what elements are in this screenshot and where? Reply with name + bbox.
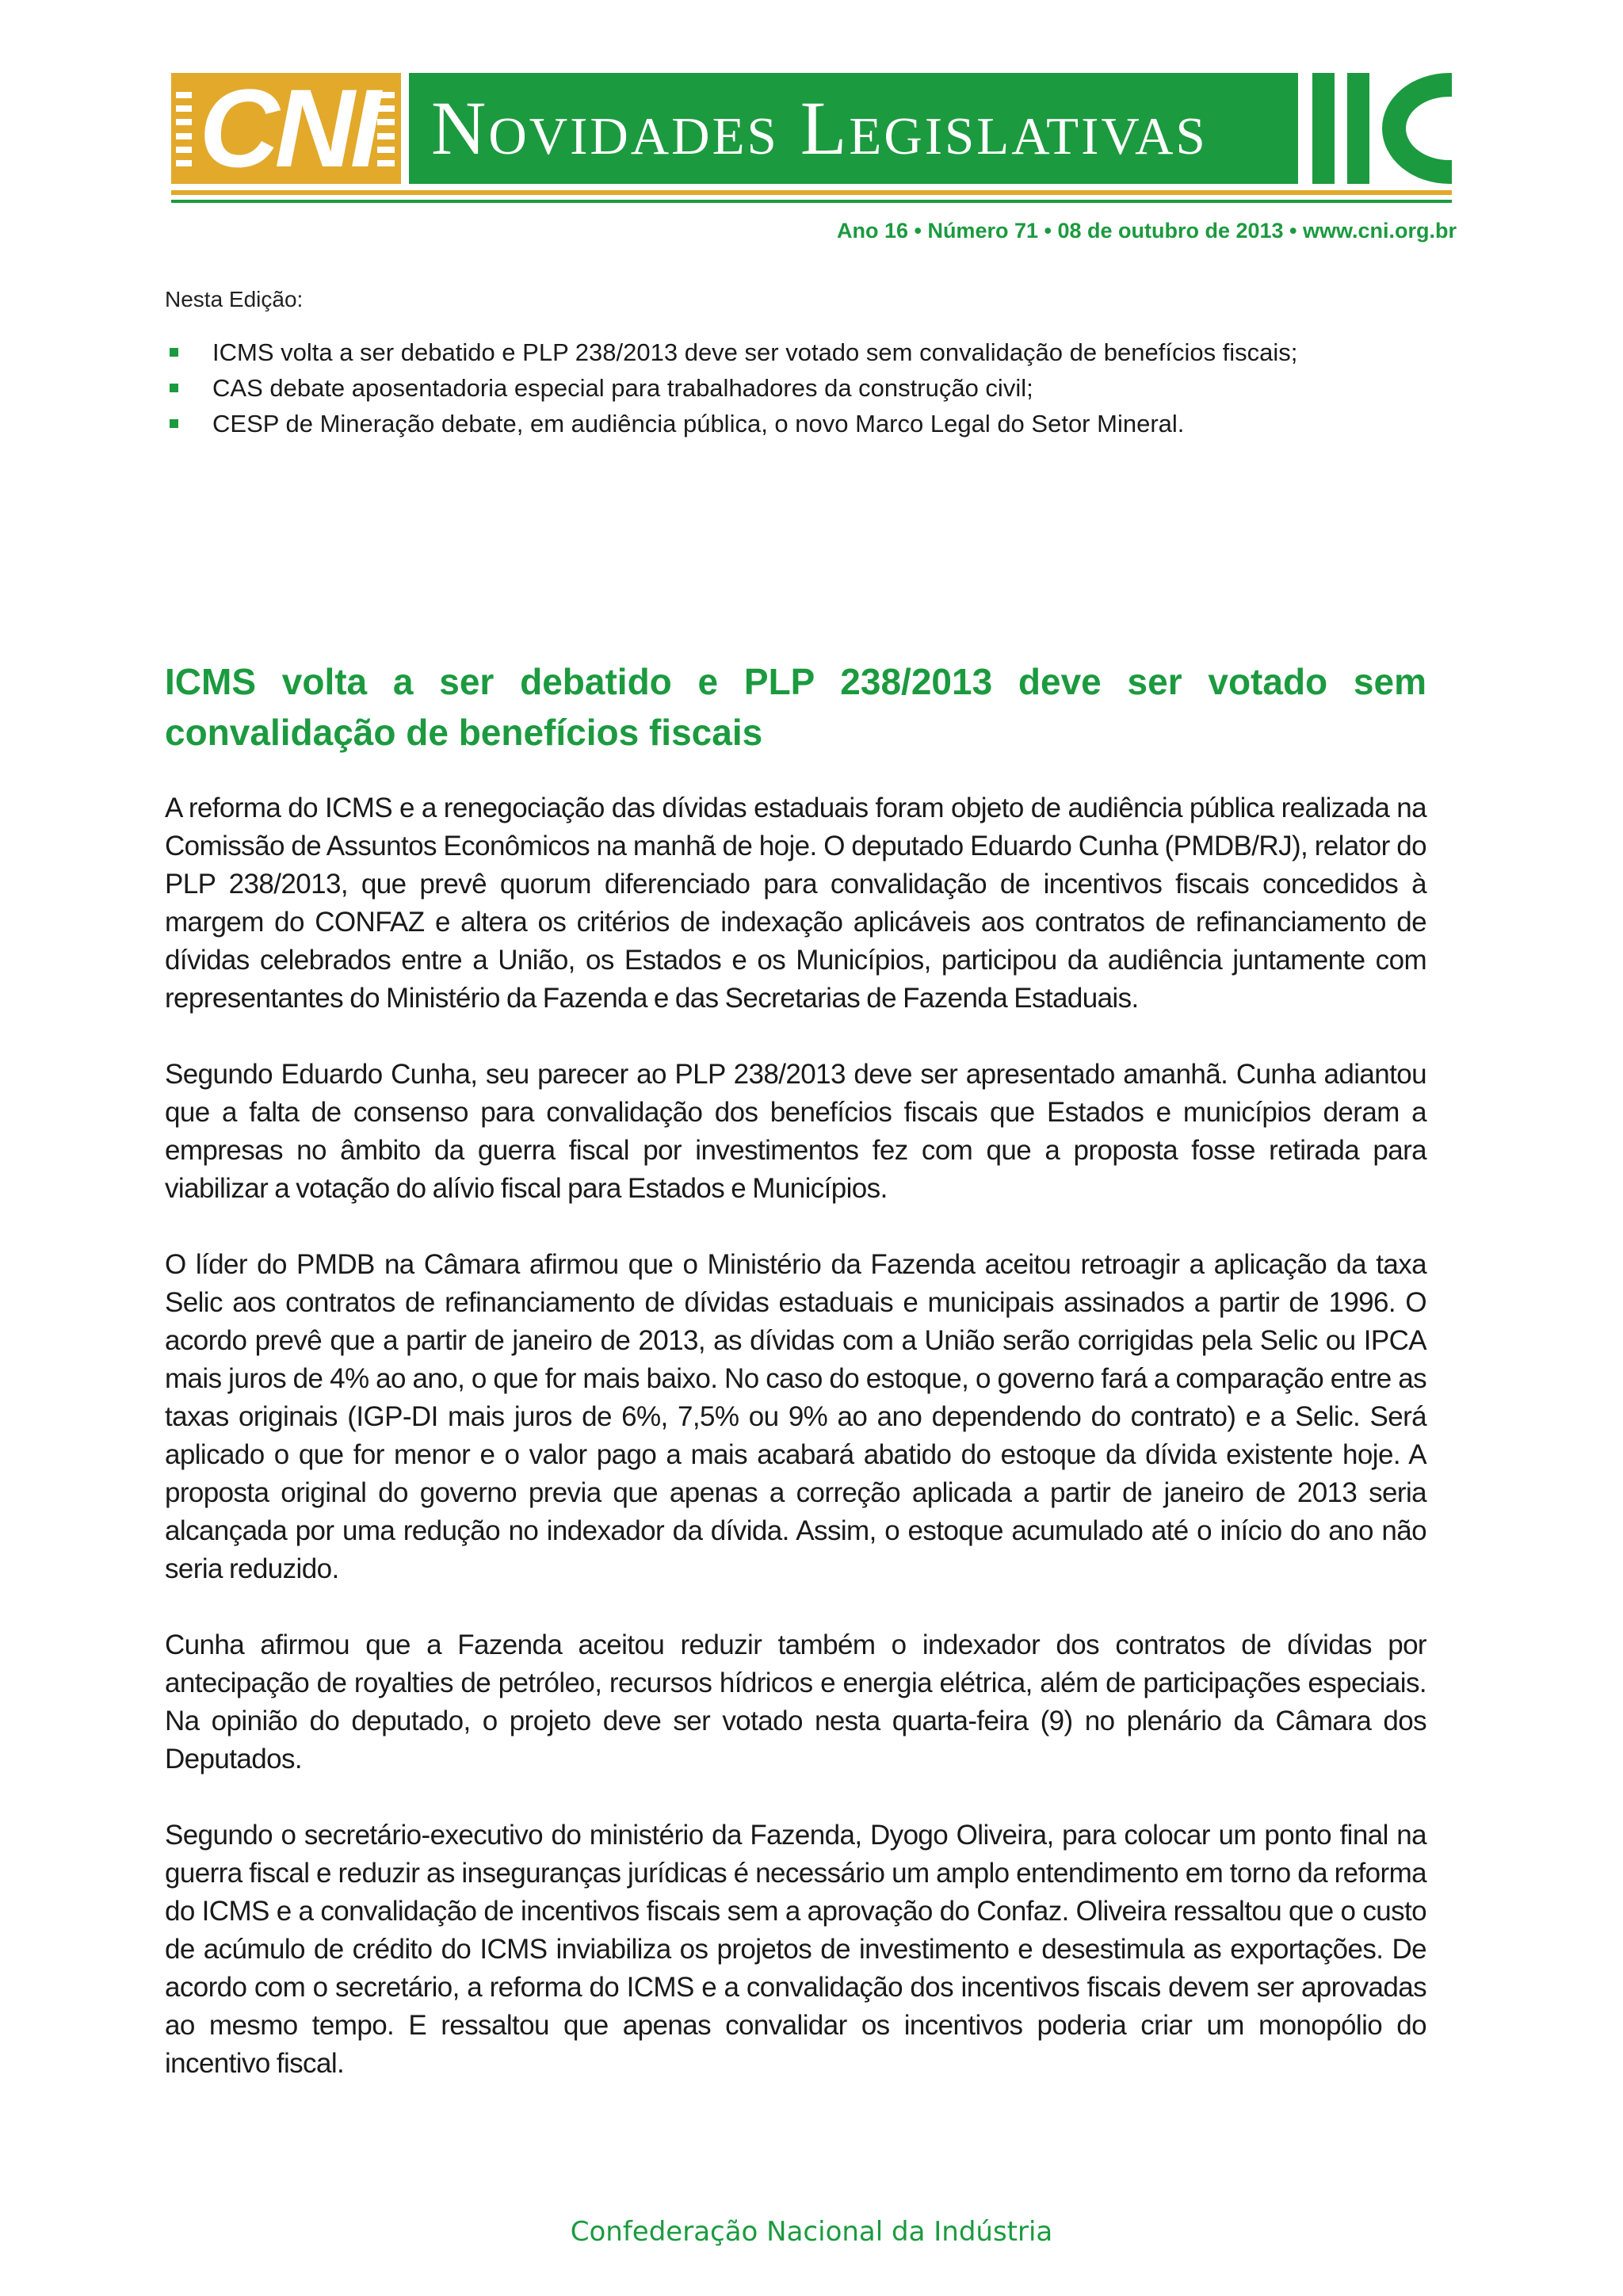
article-headline: ICMS volta a ser debatido e PLP 238/2013 deve ser votado sem convalidação de benefícios fiscais — [165, 661, 1426, 753]
decorative-arc — [1382, 73, 1452, 184]
bullet-square-icon — [170, 348, 178, 357]
decorative-bar — [1312, 73, 1335, 184]
toc-item — [165, 334, 1426, 370]
toc-label: Nesta Edição: — [165, 287, 304, 311]
footer-organization: Confederação Nacional da Indústria — [570, 2216, 1053, 2248]
publication-title: Novidades Legislativas — [431, 86, 1208, 170]
masthead-title-banner — [409, 73, 1298, 184]
article-paragraph: O líder do PMDB na Câmara afirmou que o Ministério da Fazenda aceitou retroagir a aplicação da taxa Selic aos contratos de refinanciamento de dívidas estaduais e municipais assinados a partir de 1996. O acordo prevê que a partir de janeiro de 2013, as dívidas com a União serão corrigidas pela Selic ou IPCA mais juros de 4% ao ano, o que for mais baixo. No caso do estoque, o governo fará a comparação entre as taxas originais (IGP-DI mais juros de 6%, 7,5% ou 9% ao ano dependendo do contrato) e a Selic. Será aplicado o que for menor e o valor pago a mais acabará abatido do estoque da dívida existente hoje. A proposta original do governo previa que apenas a correção aplicada a partir de janeiro de 2013 seria alcançada por uma redução no indexador da dívida. Assim, o estoque acumulado até o início do ano não seria reduzido. — [165, 1249, 1426, 1584]
article-paragraph: A reforma do ICMS e a renegociação das dívidas estaduais foram objeto de audiência pública realizada na Comissão de Assuntos Econômicos na manhã de hoje. O deputado Eduardo Cunha (PMDB/RJ), relator do PLP 238/2013, que prevê quorum diferenciado para convalidação de incentivos fiscais concedidos à margem do CONFAZ e altera os critérios de indexação aplicáveis aos contratos de refinanciamento de dívidas celebrados entre a União, os Estados e os Municípios, participou da audiência juntamente com representantes do Ministério da Fazenda e das Secretarias de Fazenda Estaduais. — [165, 793, 1426, 1014]
toc-item — [165, 370, 1426, 406]
toc-list — [165, 334, 1426, 441]
article-paragraph: Segundo o secretário-executivo do ministério da Fazenda, Dyogo Oliveira, para colocar um ponto final na guerra fiscal e reduzir as inseguranças jurídicas é necessário um amplo entendimento em torno da reforma do ICMS e a convalidação de incentivos fiscais sem a aprovação do Confaz. Oliveira ressaltou que o custo de acúmulo de crédito do ICMS inviabiliza os projetos de investimento e desestimula as exportações. De acordo com o secretário, a reforma do ICMS e a convalidação dos incentivos fiscais devem ser aprovadas ao mesmo tempo. E ressaltou que apenas convalidar os incentivos poderia criar um monopólio do incentivo fiscal. — [165, 1820, 1426, 2079]
bullet-square-icon — [170, 419, 178, 428]
toc-item-text: CAS debate aposentadoria especial para trabalhadores da construção civil; — [212, 374, 1033, 403]
article-paragraph: Segundo Eduardo Cunha, seu parecer ao PLP 238/2013 deve ser apresentado amanhã. Cunha adiantou que a falta de consenso para convalidação dos benefícios fiscais que Estados e municípios deram a empresas no âmbito da guerra fiscal por investimentos fez com que a proposta fosse retirada para viabilizar a votação do alívio fiscal para Estados e Municípios. — [165, 1059, 1426, 1204]
toc-item-text: ICMS volta a ser debatido e PLP 238/2013 deve ser votado sem convalidação de benefícios fiscais; — [212, 338, 1298, 367]
toc-item-text: CESP de Mineração debate, em audiência pública, o novo Marco Legal do Setor Mineral. — [212, 410, 1185, 438]
article-paragraph: Cunha afirmou que a Fazenda aceitou reduzir também o indexador dos contratos de dívidas por antecipação de royalties de petróleo, recursos hídricos e energia elétrica, além de participações especiais. Na opinião do deputado, o projeto deve ser votado nesta quarta-feira (9) no plenário da Câmara dos Deputados. — [165, 1629, 1426, 1775]
logo-stripes-left — [176, 92, 192, 166]
divider-gold — [171, 190, 1452, 195]
masthead — [171, 68, 1452, 219]
issue-info: Ano 16 • Número 71 • 08 de outubro de 2013 • www.cni.org.br — [836, 219, 1457, 243]
toc-item — [165, 406, 1426, 441]
logo-text: CNI — [199, 73, 376, 184]
edition-summary — [165, 285, 1426, 441]
divider-green — [171, 200, 1452, 203]
logo-stripes-right — [377, 92, 395, 166]
bullet-square-icon — [170, 384, 178, 392]
cni-logo — [171, 73, 401, 184]
article-body — [165, 789, 1426, 2121]
decorative-bar — [1347, 73, 1369, 184]
